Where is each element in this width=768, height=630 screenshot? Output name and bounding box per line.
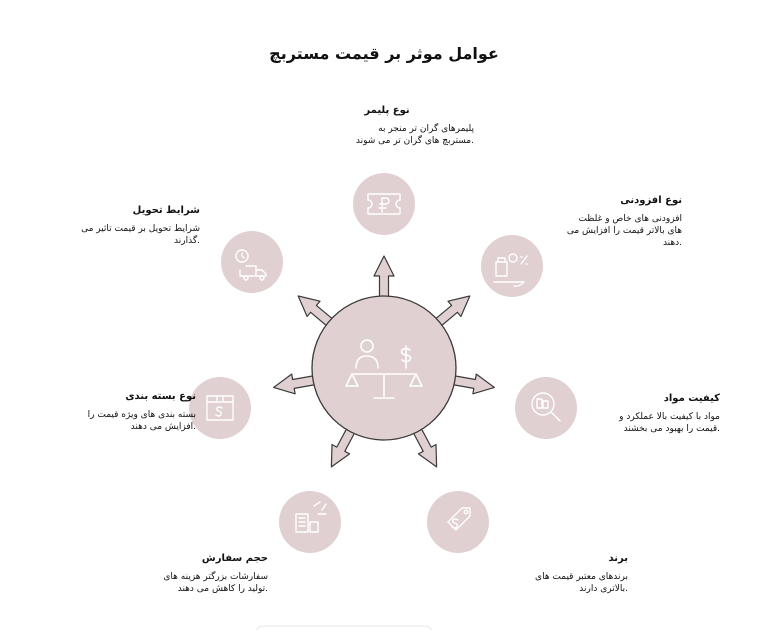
label-quality: [580, 392, 720, 435]
label-packaging: [48, 390, 196, 433]
factor-desc-line: های بالاتر قیمت را افزایش می: [566, 226, 682, 236]
factor-desc-line: .دهند: [662, 238, 682, 248]
factor-title: برند: [608, 553, 628, 564]
central-hub: [312, 296, 456, 440]
factor-desc-line: .افزایش می دهند: [130, 422, 196, 432]
arrow-polymer: [374, 256, 394, 302]
factor-desc-line: پلیمرهای گران تر منجر به: [378, 124, 474, 134]
circle-delivery: [221, 231, 283, 293]
factor-desc-line: .مستربچ های گران تر می شوند: [355, 136, 474, 146]
circle-brand: [427, 491, 489, 553]
label-brand: [488, 552, 628, 595]
factor-desc-line: شرایط تحویل بر قیمت تاثیر می: [81, 224, 200, 234]
label-order: [128, 552, 268, 595]
factor-desc-line: برندهای معتبر قیمت های: [535, 572, 628, 582]
circle-packaging: [189, 377, 251, 439]
factor-desc-line: سفارشات بزرگتر هزینه های: [163, 572, 268, 582]
bottom-pill: [256, 626, 432, 630]
label-polymer: [300, 104, 474, 147]
factor-title: نوع بسته بندی: [125, 391, 196, 402]
factor-desc-line: افزودنی های خاص و غلظت: [578, 214, 682, 224]
factor-title: نوع افزودنی: [620, 195, 682, 206]
factor-desc-line: مواد با کیفیت بالا عملکرد و: [619, 412, 720, 422]
factor-title: شرایط تحویل: [132, 205, 200, 216]
factor-title: کیفیت مواد: [663, 393, 720, 404]
factor-title: نوع پلیمر: [364, 105, 410, 116]
factor-desc-line: .گذارند: [174, 236, 200, 246]
factor-title: حجم سفارش: [201, 553, 268, 564]
factor-desc-line: .قیمت را بهبود می بخشند: [623, 424, 720, 434]
label-delivery: [52, 204, 200, 247]
diagram-title: عوامل موثر بر قیمت مستربچ: [269, 44, 499, 63]
factor-desc-line: .بالاتری دارند: [579, 584, 628, 594]
label-additive: [532, 194, 682, 249]
factor-desc-line: .تولید را کاهش می دهند: [177, 584, 268, 594]
factor-desc-line: بسته بندی های ویژه قیمت را: [87, 410, 196, 420]
